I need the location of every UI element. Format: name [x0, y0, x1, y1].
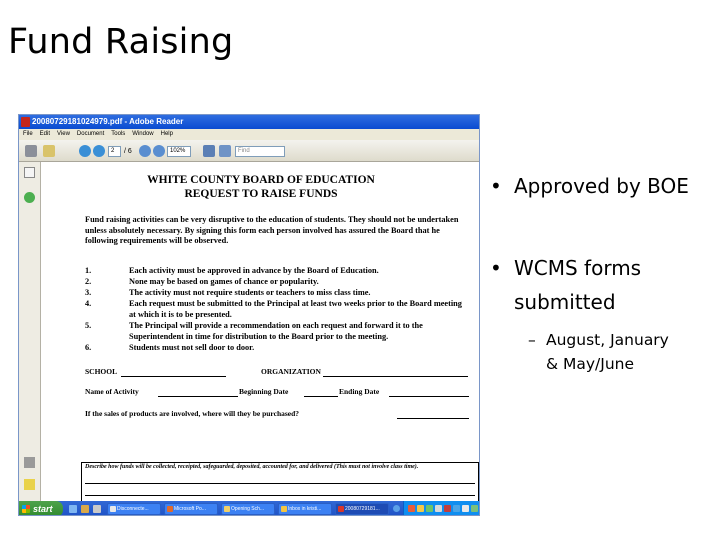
menu-tools[interactable]: Tools	[111, 131, 126, 137]
tray-icon[interactable]	[444, 505, 451, 512]
page-number-input[interactable]: 2	[108, 146, 121, 157]
task-label: Opening Sch...	[231, 506, 265, 512]
window-titlebar	[19, 115, 479, 129]
ending-date-line	[389, 396, 469, 397]
start-label: start	[33, 504, 53, 514]
adobe-reader-icon	[21, 117, 30, 127]
tray-icon[interactable]	[426, 505, 433, 512]
task-powerpoint[interactable]	[164, 503, 218, 515]
rule-text: The Principal will provide a recommendation on each request and forward it to the Superintendent in time for distribution to the Board prior to the meeting.	[129, 321, 423, 341]
rule-number: 4.	[85, 299, 92, 308]
pages-icon[interactable]	[24, 167, 35, 178]
rule-text: The activity must not require students or teachers to miss class time.	[129, 288, 371, 297]
comments-icon[interactable]	[24, 479, 35, 490]
bullet-glyph: •	[490, 256, 502, 280]
tray-question-icon[interactable]	[393, 505, 400, 512]
activity-line	[158, 396, 238, 397]
pdf-icon	[338, 506, 344, 512]
quicklaunch-media-icon[interactable]	[93, 505, 101, 513]
fit-page-icon[interactable]	[203, 145, 215, 157]
window-title: 20080729181024979.pdf - Adobe Reader	[32, 117, 184, 126]
start-button[interactable]	[19, 501, 63, 516]
fit-width-icon[interactable]	[219, 145, 231, 157]
menu-view[interactable]: View	[57, 131, 70, 137]
menu-document[interactable]: Document	[76, 131, 105, 137]
page-total: / 6	[124, 148, 132, 155]
rule-number: 2.	[85, 277, 92, 286]
pdf-page	[41, 162, 480, 501]
adobe-reader-screenshot	[18, 114, 480, 516]
prev-page-icon[interactable]	[79, 145, 91, 157]
organization-line	[323, 376, 468, 377]
windows-taskbar	[19, 501, 479, 516]
tray-icon[interactable]	[417, 505, 424, 512]
organization-label: ORGANIZATION	[261, 367, 321, 376]
task-label: 20080729181...	[345, 506, 380, 512]
tray-icon[interactable]	[471, 505, 478, 512]
system-tray	[403, 501, 479, 516]
attachment-icon[interactable]	[24, 457, 35, 468]
mail-icon	[281, 506, 287, 512]
next-page-icon[interactable]	[93, 145, 105, 157]
bullet-text-line2: submitted	[514, 290, 616, 314]
zoom-out-icon[interactable]	[139, 145, 151, 157]
doc-intro: Fund raising activities can be very disruptive to the education of students. They should not be undertaken unless absolutely necessary. By signing this form each person involved has assured the Board that he following requirements will be observed.	[85, 215, 459, 245]
rule-number: 5.	[85, 321, 92, 330]
rule-text: Each request must be submitted to the Principal at least two weeks prior to the Board meeting at which it is to be presented.	[129, 299, 462, 319]
description-box-text: Describe how funds will be collected, receipted, safeguarded, deposited, accounted for, and delivered (This must not involve class time).	[85, 464, 419, 470]
navigation-panel	[19, 162, 41, 501]
network-icon	[110, 506, 116, 512]
slide-title: Fund Raising	[8, 22, 234, 62]
tray-icon[interactable]	[453, 505, 460, 512]
email-icon[interactable]	[43, 145, 55, 157]
beginning-date-label: Beginning Date	[239, 387, 289, 396]
school-line	[121, 376, 226, 377]
tray-icon[interactable]	[435, 505, 442, 512]
task-inbox[interactable]	[278, 503, 332, 515]
bullet-text-line1: WCMS forms	[514, 256, 642, 280]
menu-bar	[19, 129, 479, 140]
description-line	[85, 495, 475, 496]
sub-bullet-line2: & May/June	[546, 355, 635, 373]
folder-icon	[224, 506, 230, 512]
menu-window[interactable]: Window	[132, 131, 154, 137]
help-icon[interactable]	[24, 192, 35, 203]
quicklaunch-ie-icon[interactable]	[69, 505, 77, 513]
sub-bullet-dash: –	[528, 331, 536, 349]
rule-text: None may be based on games of chance or popularity.	[129, 277, 319, 286]
rule-number: 6.	[85, 343, 92, 352]
sales-line	[397, 418, 469, 419]
rule-number: 1.	[85, 266, 92, 275]
description-line	[85, 483, 475, 484]
sub-bullet-line1: August, January	[546, 331, 669, 349]
toolbar	[19, 140, 479, 162]
rule-text: Each activity must be approved in advance by the Board of Education.	[129, 266, 379, 275]
task-adobe-pdf[interactable]	[335, 503, 389, 515]
doc-heading-1: WHITE COUNTY BOARD OF EDUCATION	[147, 174, 375, 186]
sales-label: If the sales of products are involved, where will they be purchased?	[85, 409, 300, 418]
menu-help[interactable]: Help	[160, 131, 173, 137]
quicklaunch-desktop-icon[interactable]	[81, 505, 89, 513]
find-input[interactable]: Find	[235, 146, 285, 157]
school-label: SCHOOL	[85, 367, 118, 376]
menu-edit[interactable]: Edit	[39, 131, 51, 137]
doc-heading-2: REQUEST TO RAISE FUNDS	[184, 188, 338, 200]
activity-label: Name of Activity	[85, 387, 139, 396]
rule-number: 3.	[85, 288, 92, 297]
task-label: Disconnecte...	[117, 506, 149, 512]
task-label: Inbox in kristi...	[288, 506, 322, 512]
powerpoint-icon	[167, 506, 173, 512]
windows-logo-icon	[22, 505, 30, 513]
print-icon[interactable]	[25, 145, 37, 157]
tray-icon[interactable]	[408, 505, 415, 512]
bullet-text: Approved by BOE	[514, 174, 689, 198]
bullet-glyph: •	[490, 174, 502, 198]
menu-file[interactable]: File	[23, 131, 33, 137]
beginning-date-line	[304, 396, 338, 397]
rule-text: Students must not sell door to door.	[129, 343, 255, 352]
task-opening-sch[interactable]	[221, 503, 275, 515]
task-disconnected[interactable]	[107, 503, 161, 515]
ending-date-label: Ending Date	[339, 387, 380, 396]
zoom-level-select[interactable]: 102%	[167, 146, 191, 157]
tray-icon[interactable]	[462, 505, 469, 512]
task-label: Microsoft Po...	[174, 506, 206, 512]
zoom-in-icon[interactable]	[153, 145, 165, 157]
